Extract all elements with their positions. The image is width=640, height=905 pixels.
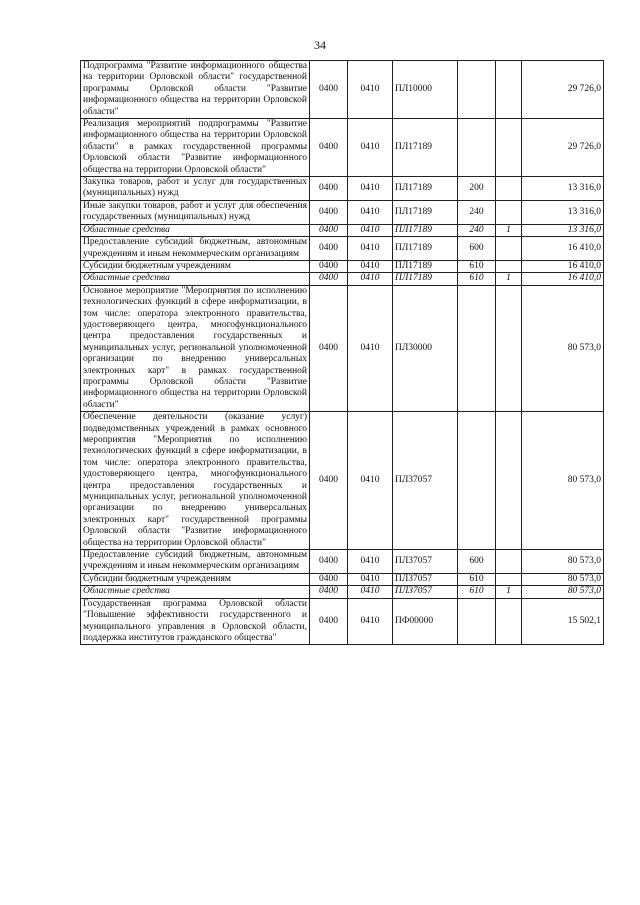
row-section-cell: 0400	[310, 573, 348, 585]
row-section-cell: 0400	[310, 412, 348, 550]
row-source-cell: 1	[496, 586, 522, 598]
row-expense-type-cell	[458, 285, 496, 411]
table-row	[81, 550, 604, 574]
row-expense-type-cell: 240	[458, 224, 496, 236]
row-section-cell: 0400	[310, 177, 348, 201]
table-row	[81, 224, 604, 236]
row-expense-type-cell: 200	[458, 177, 496, 201]
row-target-cell: ПЛ17189	[393, 237, 458, 261]
row-expense-type-cell	[458, 598, 496, 645]
table-row	[81, 61, 604, 119]
row-expense-type-cell: 610	[458, 273, 496, 285]
row-expense-type-cell	[458, 412, 496, 550]
row-source-cell	[496, 61, 522, 119]
row-section-cell: 0400	[310, 273, 348, 285]
row-name-cell: Предоставление субсидий бюджетным, автономным учреждениям и иным некоммерческим организациям	[81, 550, 310, 574]
row-subsection-cell: 0410	[348, 550, 393, 574]
row-source-cell: 1	[496, 273, 522, 285]
row-amount-cell: 80 573,0	[522, 412, 604, 550]
row-target-cell: ПЛ37057	[393, 586, 458, 598]
row-target-cell: ПЛ17189	[393, 119, 458, 177]
row-subsection-cell: 0410	[348, 573, 393, 585]
row-amount-cell: 16 410,0	[522, 260, 604, 272]
row-source-cell	[496, 177, 522, 201]
row-subsection-cell: 0410	[348, 200, 393, 224]
row-name-cell: Областные средства	[81, 273, 310, 285]
row-source-cell	[496, 412, 522, 550]
row-target-cell: ПЛ17189	[393, 177, 458, 201]
row-name-cell: Подпрограмма "Развитие информационного общества на территории Орловской области" государственной программы Орловской области "Развитие информационного общества на территории Орловской области"	[81, 61, 310, 119]
row-name-cell: Субсидии бюджетным учреждениям	[81, 260, 310, 272]
row-amount-cell: 16 410,0	[522, 273, 604, 285]
row-target-cell: ПЛ17189	[393, 260, 458, 272]
row-target-cell: ПЛ17189	[393, 200, 458, 224]
row-expense-type-cell: 610	[458, 586, 496, 598]
row-amount-cell: 80 573,0	[522, 586, 604, 598]
table-row	[81, 412, 604, 550]
row-expense-type-cell: 610	[458, 260, 496, 272]
row-expense-type-cell	[458, 119, 496, 177]
row-subsection-cell: 0410	[348, 598, 393, 645]
row-name-cell: Основное мероприятие "Мероприятия по исполнению технологических функций в сфере информатизации, в том числе: оператора электронного правительства, удостоверяющего центра, многофункционального центра предоставления государственных и муниципальных услуг, региональной уполномоченной организации по внедрению универсальных электронных карт" в рамках государственной программы Орловской области "Развитие информационного общества на территории Орловской области"	[81, 285, 310, 411]
row-expense-type-cell	[458, 61, 496, 119]
row-subsection-cell: 0410	[348, 260, 393, 272]
page-number: 34	[314, 38, 326, 52]
row-subsection-cell: 0410	[348, 285, 393, 411]
table-row	[81, 177, 604, 201]
row-source-cell	[496, 237, 522, 261]
row-section-cell: 0400	[310, 550, 348, 574]
row-target-cell: ПФ00000	[393, 598, 458, 645]
row-section-cell: 0400	[310, 285, 348, 411]
row-name-cell: Реализация мероприятий подпрограммы "Развитие информационного общества на территории Орловской области" в рамках государственной программы Орловской области "Развитие информационного общества на территории Орловской области"	[81, 119, 310, 177]
row-subsection-cell: 0410	[348, 224, 393, 236]
row-target-cell: ПЛ37057	[393, 573, 458, 585]
row-name-cell: Закупка товаров, работ и услуг для государственных (муниципальных) нужд	[81, 177, 310, 201]
row-section-cell: 0400	[310, 61, 348, 119]
row-target-cell: ПЛ37057	[393, 412, 458, 550]
row-amount-cell: 13 316,0	[522, 177, 604, 201]
row-section-cell: 0400	[310, 260, 348, 272]
row-expense-type-cell: 600	[458, 237, 496, 261]
row-amount-cell: 80 573,0	[522, 550, 604, 574]
row-amount-cell: 15 502,1	[522, 598, 604, 645]
row-expense-type-cell: 240	[458, 200, 496, 224]
table-row	[81, 573, 604, 585]
row-amount-cell: 80 573,0	[522, 285, 604, 411]
row-name-cell: Иные закупки товаров, работ и услуг для обеспечения государственных (муниципальных) нужд	[81, 200, 310, 224]
row-target-cell: ПЛ17189	[393, 224, 458, 236]
row-subsection-cell: 0410	[348, 119, 393, 177]
row-subsection-cell: 0410	[348, 237, 393, 261]
table-row	[81, 598, 604, 645]
row-amount-cell: 13 316,0	[522, 224, 604, 236]
row-section-cell: 0400	[310, 119, 348, 177]
budget-table	[80, 60, 604, 645]
row-section-cell: 0400	[310, 598, 348, 645]
row-amount-cell: 29 726,0	[522, 61, 604, 119]
table-row	[81, 260, 604, 272]
row-name-cell: Субсидии бюджетным учреждениям	[81, 573, 310, 585]
row-source-cell	[496, 200, 522, 224]
row-subsection-cell: 0410	[348, 586, 393, 598]
row-source-cell	[496, 598, 522, 645]
table-row	[81, 285, 604, 411]
row-section-cell: 0400	[310, 224, 348, 236]
row-subsection-cell: 0410	[348, 273, 393, 285]
row-source-cell	[496, 550, 522, 574]
table-row	[81, 273, 604, 285]
row-expense-type-cell: 600	[458, 550, 496, 574]
row-source-cell	[496, 119, 522, 177]
table-row	[81, 237, 604, 261]
row-target-cell: ПЛ37057	[393, 550, 458, 574]
row-name-cell: Областные средства	[81, 224, 310, 236]
row-source-cell	[496, 573, 522, 585]
row-source-cell	[496, 285, 522, 411]
row-subsection-cell: 0410	[348, 61, 393, 119]
row-name-cell: Предоставление субсидий бюджетным, автономным учреждениям и иным некоммерческим организациям	[81, 237, 310, 261]
table-row	[81, 586, 604, 598]
row-section-cell: 0400	[310, 200, 348, 224]
row-target-cell: ПЛ10000	[393, 61, 458, 119]
row-source-cell: 1	[496, 224, 522, 236]
row-name-cell: Областные средства	[81, 586, 310, 598]
row-target-cell: ПЛ30000	[393, 285, 458, 411]
row-name-cell: Государственная программа Орловской области "Повышение эффективности государственного и муниципального управления в Орловской области, поддержка институтов гражданского общества"	[81, 598, 310, 645]
row-amount-cell: 29 726,0	[522, 119, 604, 177]
row-section-cell: 0400	[310, 237, 348, 261]
table-row	[81, 119, 604, 177]
row-section-cell: 0400	[310, 586, 348, 598]
row-amount-cell: 80 573,0	[522, 573, 604, 585]
row-subsection-cell: 0410	[348, 177, 393, 201]
row-subsection-cell: 0410	[348, 412, 393, 550]
row-source-cell	[496, 260, 522, 272]
row-name-cell: Обеспечение деятельности (оказание услуг) подведомственных учреждений в рамках основного мероприятия "Мероприятия по исполнению технологических функций в сфере информатизации, в том числе: оператора электронного правительства, удостоверяющего центра, многофункционального центра предоставления государственных и муниципальных услуг, региональной уполномоченной организации по внедрению универсальных электронных карт" государственной программы Орловской области "Развитие информационного общества на территории Орловской области"	[81, 412, 310, 550]
row-amount-cell: 13 316,0	[522, 200, 604, 224]
row-expense-type-cell: 610	[458, 573, 496, 585]
row-target-cell: ПЛ17189	[393, 273, 458, 285]
row-amount-cell: 16 410,0	[522, 237, 604, 261]
table-row	[81, 200, 604, 224]
budget-table-body	[81, 61, 604, 645]
